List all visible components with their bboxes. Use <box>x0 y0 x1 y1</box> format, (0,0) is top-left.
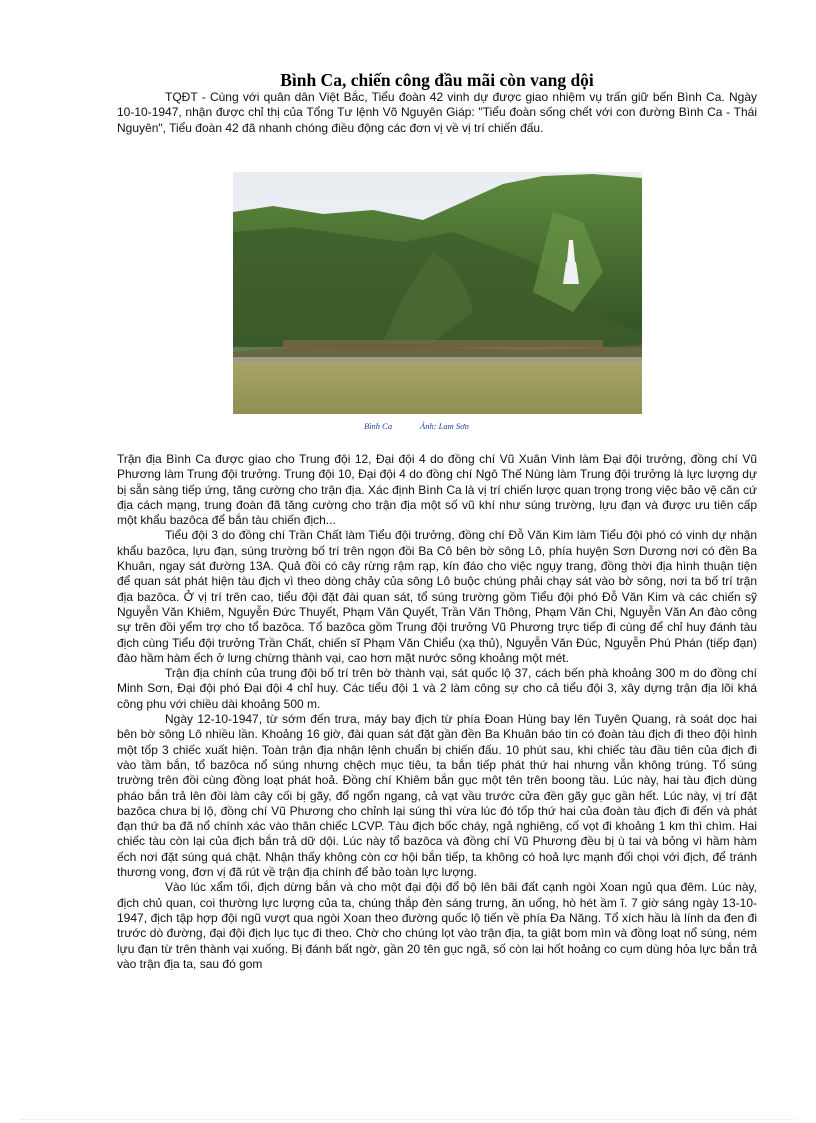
article-body <box>117 452 757 972</box>
caption-place: Bình Ca <box>364 421 393 431</box>
intro-paragraph: TQĐT - Cùng với quân dân Việt Bắc, Tiểu đoàn 42 vinh dự được giao nhiệm vụ trấn giữ bến Bình Ca. Ngày 10-10-1947, nhận được chỉ thị của Tổng Tư lệnh Võ Nguyên Giáp: "Tiểu đoàn sống chết với con đường Bình Ca - Thái Nguyên", Tiểu đoàn 42 đã nhanh chóng điều động các đơn vị về vị trí chiến đấu. <box>117 90 757 135</box>
document-page <box>117 0 757 1123</box>
body-paragraph: Trận địa Bình Ca được giao cho Trung đội 12, Đại đội 4 do đồng chí Vũ Xuân Vinh làm Đại đội trưởng, đồng chí Vũ Phương làm Trung đội trưởng. Trung đội 10, Đại đội 4 do đồng chí Ngô Thế Nùng làm Trung đội trưởng là lực lượng dự bị sẵn sàng tiếp ứng, tăng cường cho trận địa. Xác định Bình Ca là vị trí chiến lược quan trọng trong việc bảo vệ căn cứ địa cách mạng, trung đoàn đã tăng cường cho trận địa một số vũ khí như súng trường, lựu đạn và được ưu tiên cấp một khẩu bazôca để bắn tàu chiến địch... <box>117 452 757 528</box>
caption-credit: Ảnh: Lam Sơn <box>420 421 469 431</box>
page-bottom-border <box>20 1119 796 1120</box>
body-paragraph: Tiểu đội 3 do đồng chí Trần Chất làm Tiểu đội trưởng, đồng chí Đỗ Văn Kim làm Tiểu đội phó có vinh dự nhận khẩu bazôca, lựu đạn, súng trường bố trí trên ngọn đồi Ba Cô bên bờ sông Lô, phía huyện Sơn Dương nơi có đền Ba Khuân, ngay sát đường 13A. Quả đồi có cây rừng rậm rạp, kín đáo cho việc ngụy trang, đồng thời địa hình thuận tiện để quan sát phát hiện tàu địch vì theo dòng chảy của sông Lô buộc chúng phải chạy sát vào bờ sông, nơi ta bố trí trận địa bazôca. Ở vị trí trên cao, tiểu đội đặt đài quan sát, tổ súng trường gồm Tiểu đội phó Đỗ Văn Kim và các chiến sỹ Nguyễn Văn Khiêm, Nguyễn Đức Thuyết, Phạm Văn Quyết, Trần Văn Thông, Phạm Văn Chi, Nguyễn Văn An đào công sự trên đồi yểm trợ cho tổ bazôca. Tổ bazôca gồm Trung đội trưởng Vũ Phương trực tiếp đi cùng để chỉ huy đánh tàu địch cùng Tiểu đội trưởng Trần Chất, chiến sĩ Phạm Văn Chiểu (xạ thủ), Nguyễn Văn Đúc, Nguyễn Phú Phán (tiếp đạn) đào hầm hàm ếch ở lưng chừng thành vại, cao hơn mặt nước sông khoảng một mét. <box>117 528 757 665</box>
photo-caption <box>117 421 757 435</box>
body-paragraph: Vào lúc xẩm tối, địch dừng bắn và cho một đại đội đổ bộ lên bãi đất cạnh ngòi Xoan ngủ qua đêm. Lúc này, địch chủ quan, coi thường lực lượng của ta, chúng thắp đèn sáng trưng, ăn uống, hò hét ầm ĩ. 7 giờ sáng ngày 13-10-1947, địch tập hợp đội ngũ vượt qua ngòi Xoan theo đường quốc lộ tiến về phía Đa Năng. Tổ xích hầu là lính da đen đi trước dò đường, đại đội địch lục tục đi theo. Chờ cho chúng lọt vào trận địa, ta giật bom mìn và đồng loạt nổ súng, ném lựu đạn từ trên thành vại xuống. Bị đánh bất ngờ, gần 20 tên gục ngã, số còn lại hốt hoảng co cụm dùng hỏa lực bắn trả vào trận địa ta, sau đó gom <box>117 880 757 971</box>
article-title: Bình Ca, chiến công đầu mãi còn vang dội <box>280 70 594 90</box>
landscape-photo <box>233 172 642 414</box>
body-paragraph: Trận địa chính của trung đội bố trí trên bờ thành vại, sát quốc lộ 37, cách bến phà khoảng 300 m do đồng chí Minh Sơn, Đại đội phó Đại đội 4 chỉ huy. Các tiểu đội 1 và 2 làm công sự cho cả tiểu đội 3, xây dựng trận địa lõi khá công phu với chiều dài khoảng 500 m. <box>117 666 757 711</box>
body-paragraph: Ngày 12-10-1947, từ sớm đến trưa, máy bay địch từ phía Đoan Hùng bay lên Tuyên Quang, rà soát dọc hai bên bờ sông Lô nhiều lần. Khoảng 16 giờ, đài quan sát đặt gần đền Ba Khuân báo tin có đoàn tàu địch đi theo đội hình một tốp 3 chiếc xuất hiện. Toàn trận địa nhận lệnh chuẩn bị chiến đấu. 10 phút sau, khi chiếc tàu đầu tiên của địch đi vào tầm bắn, tổ bazôca nổ súng nhưng chệch mục tiêu, ta bắn tiếp phát thứ hai nhưng vẫn không trúng. Tổ súng trường trên đồi cùng đồng loạt phát hoả. Đồng chí Khiêm bắn gục một tên trên boong tầu. Lúc này, hai tàu địch dùng pháo bắn trả lên đồi làm cây cối bị gãy, đổ ngổn ngang, cả vạt vầu trước cửa đền gãy gục gần hết. Lúc này, vị trí đặt bazôca chưa bị lộ, đồng chí Vũ Phương cho chỉnh lại súng thì vừa lúc đó tốp thứ hai của đoàn tàu địch đi đến và phát đạn thứ ba đã nổ chính xác vào thân chiếc LCVP. Tàu địch bốc cháy, ngả nghiêng, cố vọt đi khoảng 1 km thì chìm. Hai chiếc tàu còn lại của địch bắn trả dữ dội. Lúc này tổ bazôca và đồng chí Vũ Phương đều bị ù tai và bỏng vì hầm hàm ếch nơi đặt súng quá chật. Nhận thấy không còn cơ hội bắn tiếp, ta không có hoả lực mạnh đối chọi với địch, để tránh thương vong, đơn vị đã rút về trận địa chính để bảo toàn lực lượng. <box>117 712 757 880</box>
